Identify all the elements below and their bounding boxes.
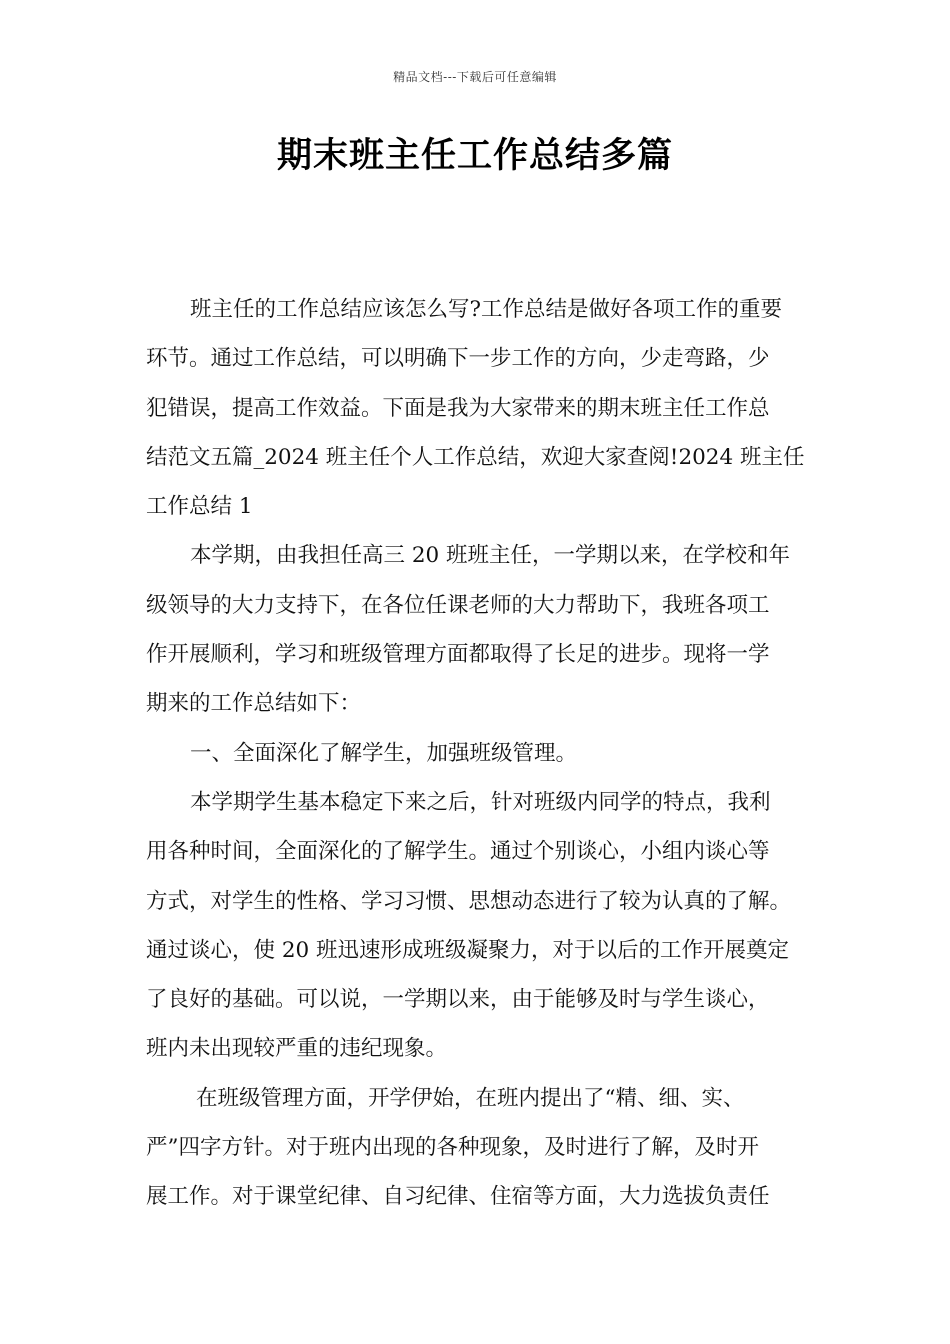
header-note: 精品文档---下载后可任意编辑 <box>393 70 557 84</box>
paragraph-line: 班内未出现较严重的违纪现象。 <box>146 1036 448 1062</box>
paragraph-line: 班主任的工作总结应该怎么写?工作总结是做好各项工作的重要 <box>190 297 783 322</box>
paragraph-line: 作开展顺利，学习和班级管理方面都取得了长足的进步。现将一学 <box>146 642 770 668</box>
document-body <box>146 285 818 1222</box>
paragraph-line: 展工作。对于课堂纪律、自习纪律、住宿等方面，大力选拔负责任 <box>146 1184 770 1210</box>
paragraph-line: 方式，对学生的性格、学习习惯、思想动态进行了较为认真的了解。 <box>146 888 792 914</box>
paragraph-line: 工作总结 1 <box>146 494 253 520</box>
paragraph-line: 通过谈心，使 20 班迅速形成班级凝聚力，对于以后的工作开展奠定 <box>146 937 790 963</box>
paragraph-line: 结范文五篇_2024 班主任个人工作总结，欢迎大家查阅!2024 班主任 <box>146 444 805 470</box>
paragraph-line: 了良好的基础。可以说，一学期以来，由于能够及时与学生谈心， <box>146 987 770 1013</box>
paragraph-line: 期来的工作总结如下： <box>146 691 362 717</box>
paragraph-line: 严”四字方针。对于班内出现的各种现象，及时进行了解，及时开 <box>146 1135 759 1161</box>
paragraph-line: 本学期，由我担任高三 20 班班主任，一学期以来，在学校和年 <box>190 543 791 569</box>
paragraph-line: 犯错误，提高工作效益。下面是我为大家带来的期末班主任工作总 <box>146 395 770 421</box>
section-heading: 一、全面深化了解学生，加强班级管理。 <box>190 740 578 766</box>
document-title: 期末班主任工作总结多篇 <box>276 136 673 176</box>
paragraph-line: 环节。通过工作总结，可以明确下一步工作的方向，少走弯路，少 <box>146 346 770 372</box>
paragraph-line: 级领导的大力支持下，在各位任课老师的大力帮助下，我班各项工 <box>146 592 770 618</box>
paragraph-line: 本学期学生基本稳定下来之后，针对班级内同学的特点，我利 <box>190 789 771 815</box>
paragraph-line: 在班级管理方面，开学伊始，在班内提出了“精、细、实、 <box>196 1085 745 1111</box>
paragraph-line: 用各种时间，全面深化的了解学生。通过个别谈心，小组内谈心等 <box>146 839 770 865</box>
